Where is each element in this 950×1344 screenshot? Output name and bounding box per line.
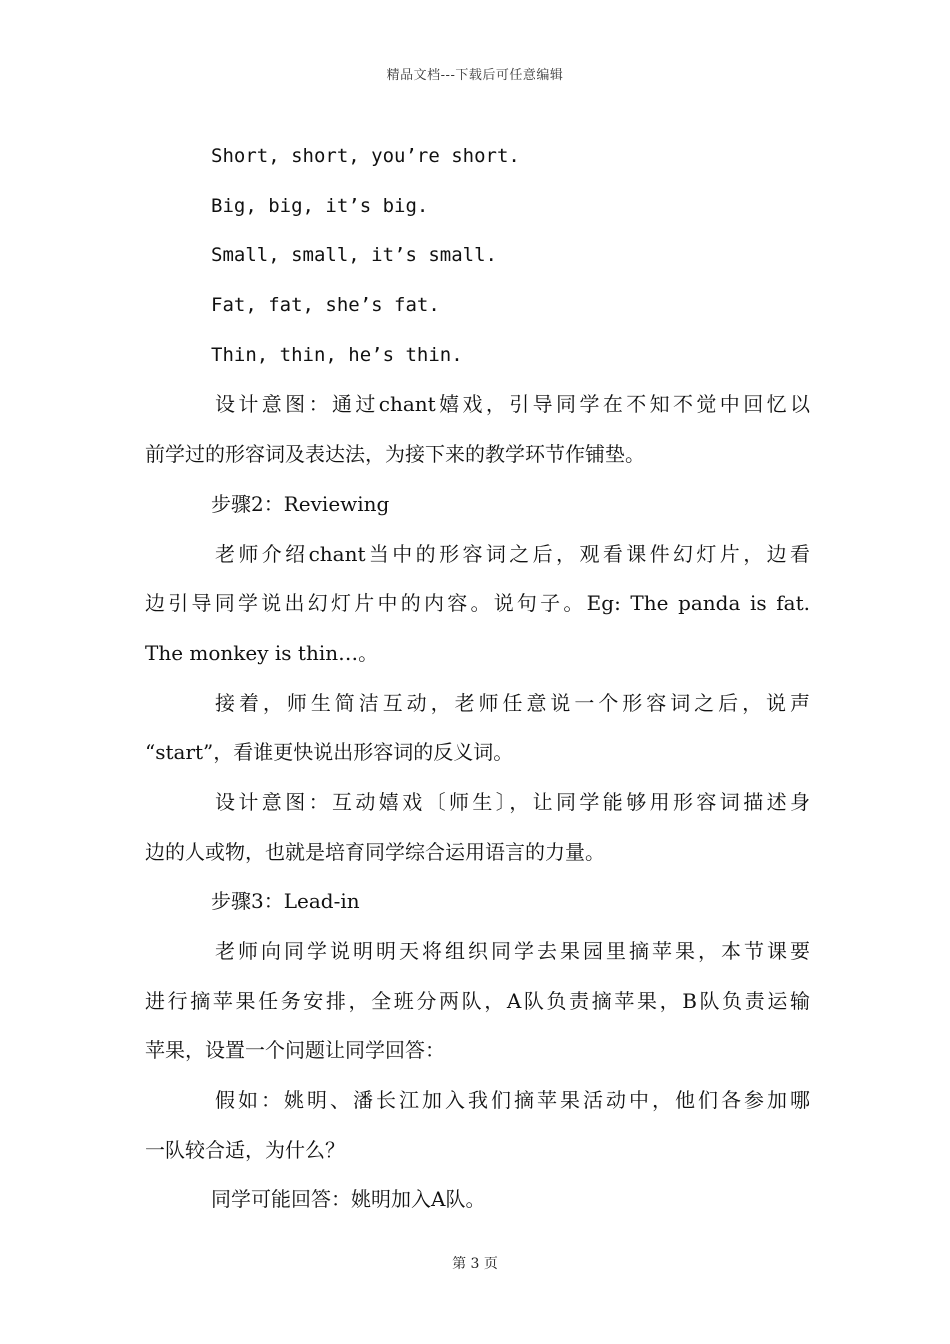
step-2-title: 步骤2：Reviewing [211, 491, 390, 516]
page-number: 第 3 页 [452, 1256, 498, 1272]
chant-line-5: Thin, thin, he’s thin. [211, 343, 463, 366]
step-3-para-1-line-3: 苹果，设置一个问题让同学回答： [145, 1038, 445, 1063]
step-2-para-2-line-1: 接着，师生简洁互动，老师任意说一个形容词之后，说声 [215, 690, 810, 715]
step-2-para-1-line-2: 边引导同学说出幻灯片中的内容。说句子。Eg: The panda is fat. [145, 591, 810, 616]
step-3-title: 步骤3：Lead-in [211, 889, 360, 914]
step-3-para-2-line-2: 一队较合适，为什么？ [145, 1137, 345, 1162]
step-2-para-1-line-1: 老师介绍chant当中的形容词之后，观看课件幻灯片，边看 [215, 541, 810, 566]
student-answer: 同学可能回答：姚明加入A队。 [211, 1187, 486, 1212]
chant-line-1: Short, short, you’re short. [211, 145, 520, 167]
design-intent-2-line-1: 设计意图：互动嬉戏〔师生〕，让同学能够用形容词描述身 [215, 789, 810, 814]
chant-line-3: Small, small, it’s small. [211, 244, 497, 267]
step-3-para-1-line-2: 进行摘苹果任务安排，全班分两队，A队负责摘苹果，B队负责运输 [145, 988, 810, 1013]
step-2-para-2-line-2: “start”，看谁更快说出形容词的反义词。 [145, 740, 514, 765]
design-intent-1-line-2: 前学过的形容词及表达法，为接下来的教学环节作铺垫。 [145, 442, 645, 467]
design-intent-1-line-1: 设计意图：通过chant嬉戏，引导同学在不知不觉中回忆以 [215, 392, 810, 417]
design-intent-2-line-2: 边的人或物，也就是培育同学综合运用语言的力量。 [145, 839, 605, 864]
step-3-para-1-line-1: 老师向同学说明明天将组织同学去果园里摘苹果，本节课要 [215, 939, 810, 963]
chant-line-2: Big, big, it’s big. [211, 194, 429, 217]
page-header: 精品文档---下载后可任意编辑 [386, 68, 564, 83]
document-body [145, 132, 810, 1225]
step-3-para-2-line-1: 假如：姚明、潘长江加入我们摘苹果活动中，他们各参加哪 [215, 1088, 810, 1113]
step-2-para-1-line-3: The monkey is thin…。 [145, 640, 379, 665]
chant-line-4: Fat, fat, she’s fat. [211, 294, 440, 317]
